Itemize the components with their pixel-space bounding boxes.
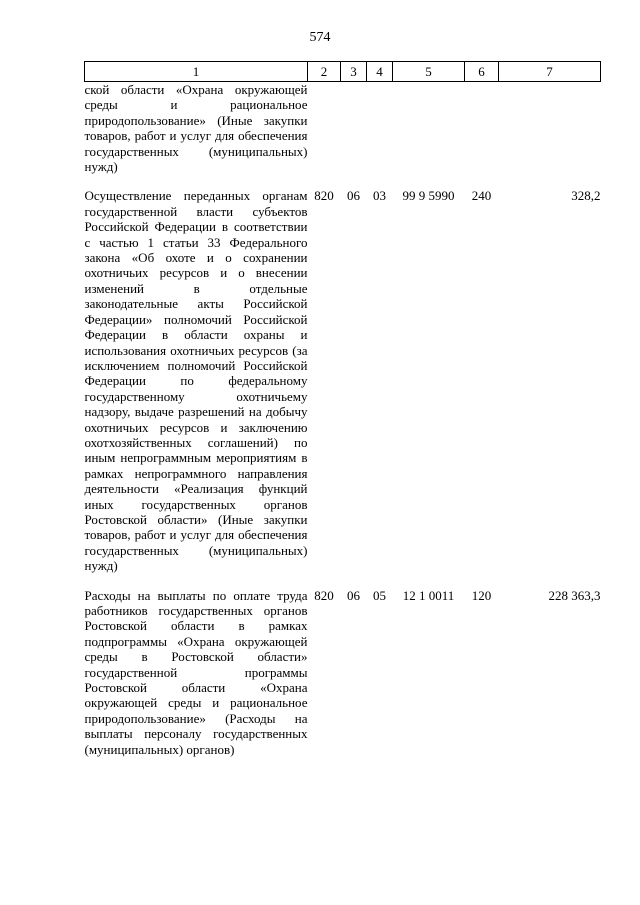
header-col-6: 6: [465, 62, 499, 82]
table-row: [85, 588, 601, 757]
header-col-1: 1: [85, 62, 308, 82]
row-ved: 820: [314, 188, 334, 204]
header-col-7: 7: [499, 62, 601, 82]
page-number: 574: [309, 30, 331, 45]
row-pr: 03: [373, 188, 386, 204]
row-amount: [499, 82, 601, 175]
row-csr: 12 1 0011: [402, 587, 455, 603]
row-pr: 05: [373, 587, 386, 603]
row-pr: [367, 82, 393, 175]
row-rz: [341, 82, 367, 175]
row-rz: 06: [347, 188, 360, 204]
header-col-4: 4: [367, 62, 393, 82]
row-spacer: [85, 574, 601, 588]
budget-table: [84, 61, 601, 757]
row-description: Осуществление переданных органам государственной власти субъектов Российской Федерации в соответствии с частью 1 статьи 33 Федерального закона «Об охоте и о сохранении охотничьих ресурсов и о внесении изменений в отдельные законодательные акты Российской Федерации» полномочий Российской Федерации в области охраны и использования охотничьих ресурсов (за исключением полномочий Российской Федерации по федеральному государственному охотничьему надзору, выдаче разрешений на добычу охотничьих ресурсов и заключению охотхозяйственных соглашений) по иным непрограммным мероприятиям в рамках непрограммного направления деятельности «Реализация функций иных государственных органов Ростовской области» (Иные закупки товаров, работ и услуг для обеспечения государственных (муниципальных) нужд): [84, 188, 308, 574]
row-csr: [393, 82, 465, 175]
row-csr: 99 9 5990: [402, 188, 455, 204]
table-row: [85, 82, 601, 175]
row-vr: [465, 82, 499, 175]
header-col-2: 2: [308, 62, 341, 82]
row-ved: 820: [314, 587, 334, 603]
row-description: ской области «Охрана окружающей среды и рациональное природопользование» (Иные закупки товаров, работ и услуг для обеспечения государственных (муниципальных) нужд): [84, 82, 308, 175]
table-row: [85, 188, 601, 573]
row-amount: 228 363,3: [548, 587, 601, 603]
row-ved: [308, 82, 341, 175]
row-vr: 240: [471, 188, 492, 204]
row-vr: 120: [471, 587, 492, 603]
header-col-5: 5: [393, 62, 465, 82]
header-col-3: 3: [341, 62, 367, 82]
table-header-row: [85, 62, 601, 82]
row-description: Расходы на выплаты по оплате труда работников государственных органов Ростовской области в рамках подпрограммы «Охрана окружающей среды в Ростовской области» государственной программы Ростовской области «Охрана окружающей среды и рациональное природопользование» (Расходы на выплаты персоналу государственных (муниципальных) органов): [84, 587, 308, 757]
row-rz: 06: [347, 587, 360, 603]
row-amount: 328,2: [571, 188, 601, 204]
row-spacer: [85, 174, 601, 188]
